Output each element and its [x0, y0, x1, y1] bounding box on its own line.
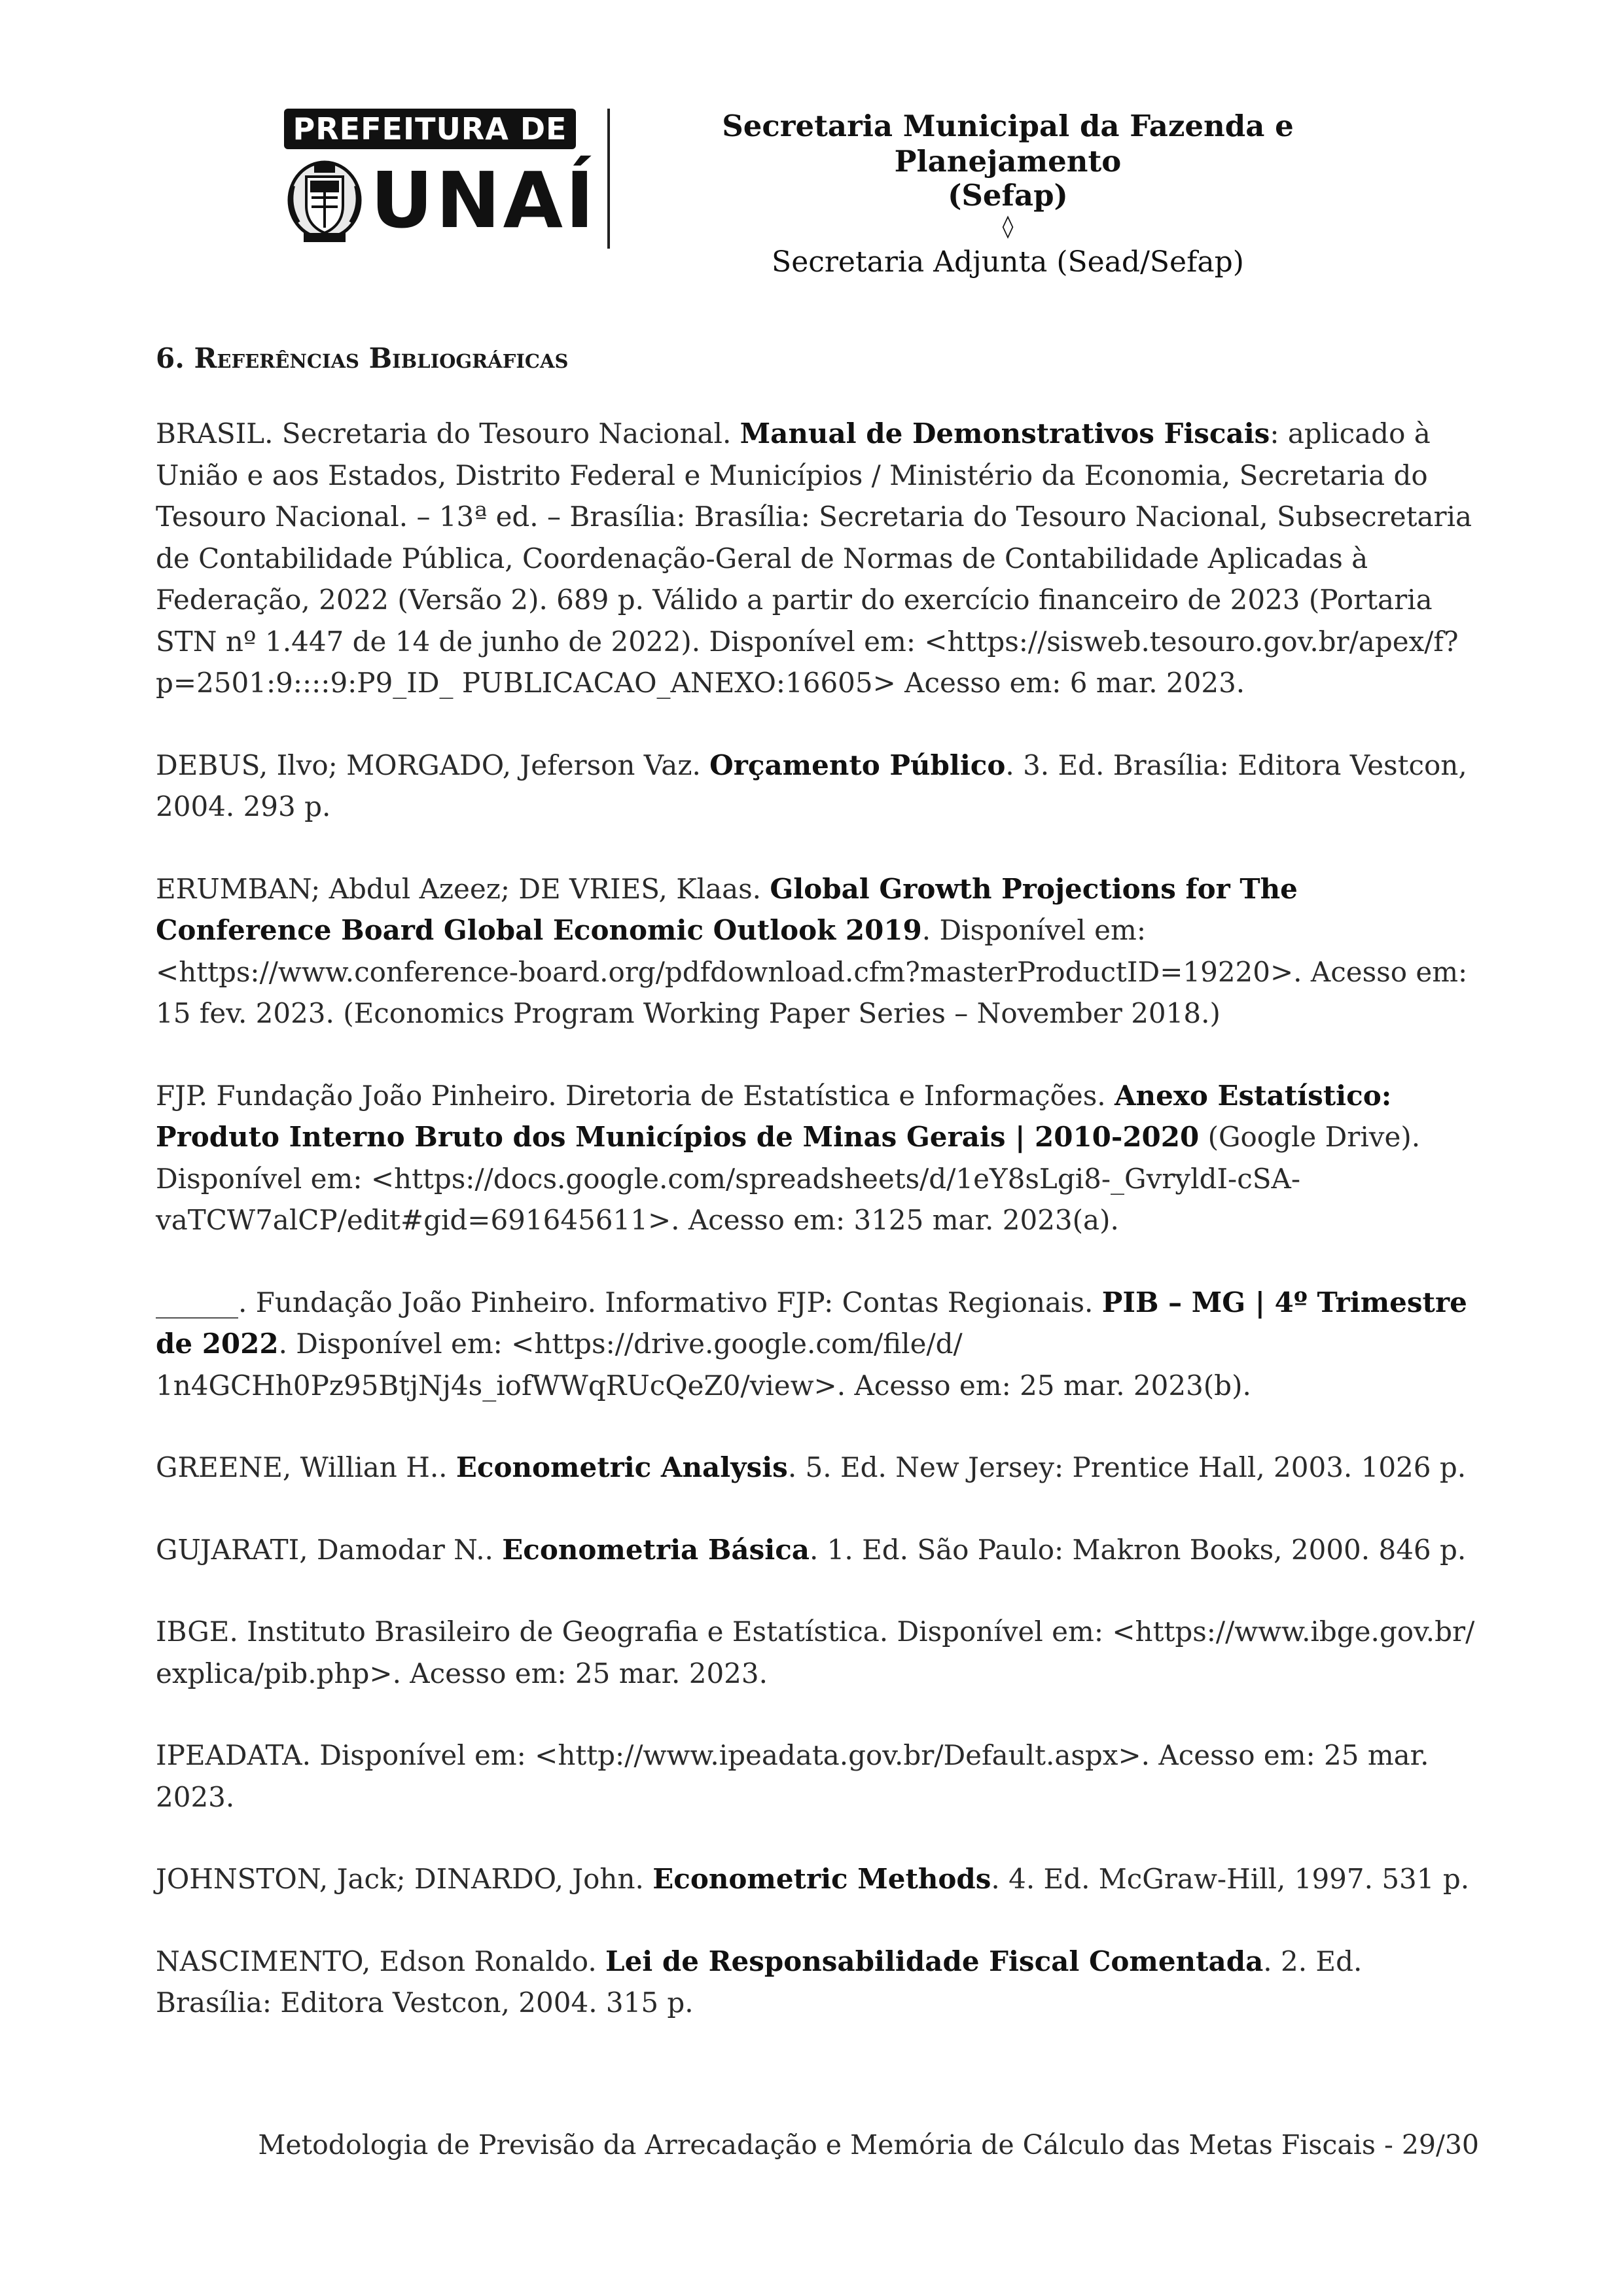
reference-text: DEBUS, Ilvo; MORGADO, Jeferson Vaz.: [156, 749, 710, 781]
reference-item: [156, 413, 1479, 704]
reference-item: [156, 1735, 1479, 1818]
reference-details: . Disponível em: <https://drive.google.com/file/d/ 1n4GCHh0Pz95BtjNj4s_iofWWqRUcQeZ0/view>. Acesso em: 25 mar. 2023(b).: [156, 1328, 1251, 1402]
reference-item: [156, 1941, 1479, 2024]
reference-title: Econometria Básica: [502, 1533, 810, 1566]
reference-details: . 3. Ed. Brasília: Editora Vestcon, 2004. 293 p.: [156, 749, 1467, 822]
section-number: 6.: [156, 342, 185, 374]
reference-details: . 1. Ed. São Paulo: Makron Books, 2000. 846 p.: [809, 1533, 1467, 1566]
section-heading: [156, 340, 1479, 377]
reference-item: [156, 745, 1479, 828]
page-header: [281, 105, 1394, 279]
reference-title: Econometric Methods: [652, 1863, 991, 1895]
reference-text: NASCIMENTO, Edson Ronaldo.: [156, 1945, 606, 1977]
logo-top-text: PREFEITURA DE: [284, 109, 576, 149]
reference-item: [156, 868, 1479, 1034]
reference-title: Orçamento Público: [709, 749, 1006, 781]
header-divider: [607, 109, 610, 249]
reference-details: . 4. Ed. McGraw-Hill, 1997. 531 p.: [991, 1863, 1470, 1895]
reference-details: : aplicado à União e aos Estados, Distrito Federal e Municípios / Ministério da Economia, Secretaria do Tesouro Nacional. – 13ª ed. – Brasília: Brasília: Secretaria do Tesouro Nacional, Subsecretaria de Contabilidade Pública, Coordenação-Geral de Normas de Contabilidade Aplicadas à Federação, 2022 (Versão 2). 689 p. Válido a partir do exercício financeiro de 2023 (Portaria STN nº 1.447 de 14 de junho de 2022). Disponível em: <https://sisweb.tesouro.gov.br/apex/f?p=2501:9::::9:P9_ID_ PUBLICACAO_ANEXO:16605> Acesso em: 6 mar. 2023.: [156, 417, 1472, 699]
reference-details: . Disponível em: <https://www.conference-board.org/pdfdownload.cfm?masterProductID=19220>. Acesso em: 15 fev. 2023. (Economics Program Working Paper Series – November 2018.): [156, 914, 1468, 1029]
reference-text: FJP. Fundação João Pinheiro. Diretoria de Estatística e Informações.: [156, 1079, 1115, 1112]
reference-text: GUJARATI, Damodar N..: [156, 1533, 503, 1566]
reference-item: [156, 1858, 1479, 1900]
reference-item: [156, 1529, 1479, 1571]
reference-details: . 2. Ed. Brasília: Editora Vestcon, 2004. 315 p.: [156, 1945, 1363, 2019]
reference-item: [156, 1611, 1479, 1694]
reference-text: IBGE. Instituto Brasileiro de Geografia e Estatística. Disponível em: <https://www.ibge.gov.br/ explica/pib.php>. Acesso em: 25 mar. 2023.: [156, 1616, 1475, 1689]
secretaria-acronym: (Sefap): [948, 178, 1068, 213]
reference-text: JOHNSTON, Jack; DINARDO, John.: [156, 1863, 653, 1895]
reference-title: Lei de Responsabilidade Fiscal Comentada: [605, 1945, 1264, 1977]
reference-item: [156, 1447, 1479, 1489]
reference-title: Manual de Demonstrativos Fiscais: [740, 417, 1270, 450]
reference-item: [156, 1282, 1479, 1407]
page-footer: Metodologia de Previsão da Arrecadação e Memória de Cálculo das Metas Fiscais - 29/30: [258, 2129, 1479, 2161]
coat-of-arms-icon: [287, 160, 363, 245]
main-content: [156, 340, 1479, 2064]
reference-text: BRASIL. Secretaria do Tesouro Nacional.: [156, 417, 740, 450]
prefeitura-logo: [281, 105, 597, 249]
secretaria-title: Secretaria Municipal da Fazenda e Planejamento: [722, 109, 1294, 179]
reference-details: . 5. Ed. New Jersey: Prentice Hall, 2003. 1026 p.: [787, 1451, 1467, 1483]
reference-text: IPEADATA. Disponível em: <http://www.ipeadata.gov.br/Default.aspx>. Acesso em: 25 mar. 2023.: [156, 1739, 1429, 1813]
reference-item: [156, 1075, 1479, 1241]
reference-title: Global Growth Projections for The Conference Board Global Economic Outlook 2019: [156, 872, 1298, 946]
reference-text: GREENE, Willian H..: [156, 1451, 456, 1483]
secretaria-adjunta: Secretaria Adjunta (Sead/Sefap): [772, 245, 1244, 279]
reference-details: (Google Drive). Disponível em: <https://docs.google.com/spreadsheets/d/1eY8sLgi8-_GvryldI-cSA-vaTCW7alCP/edit#gid=691645611>. Acesso em: 3125 mar. 2023(a).: [156, 1121, 1421, 1236]
reference-title: PIB – MG | 4º Trimestre de 2022: [156, 1286, 1467, 1360]
reference-text: ______. Fundação João Pinheiro. Informativo FJP: Contas Regionais.: [156, 1286, 1102, 1318]
reference-title: Econometric Analysis: [455, 1451, 788, 1483]
section-title: Referências Bibliográficas: [194, 342, 569, 374]
diamond-separator-icon: ◊: [1002, 213, 1014, 239]
reference-text: ERUMBAN; Abdul Azeez; DE VRIES, Klaas.: [156, 872, 770, 905]
reference-title: Anexo Estatístico: Produto Interno Bruto dos Municípios de Minas Gerais | 2010-2020: [156, 1079, 1392, 1153]
header-text-block: [622, 105, 1394, 281]
logo-city-name: UNAÍ: [370, 155, 597, 245]
